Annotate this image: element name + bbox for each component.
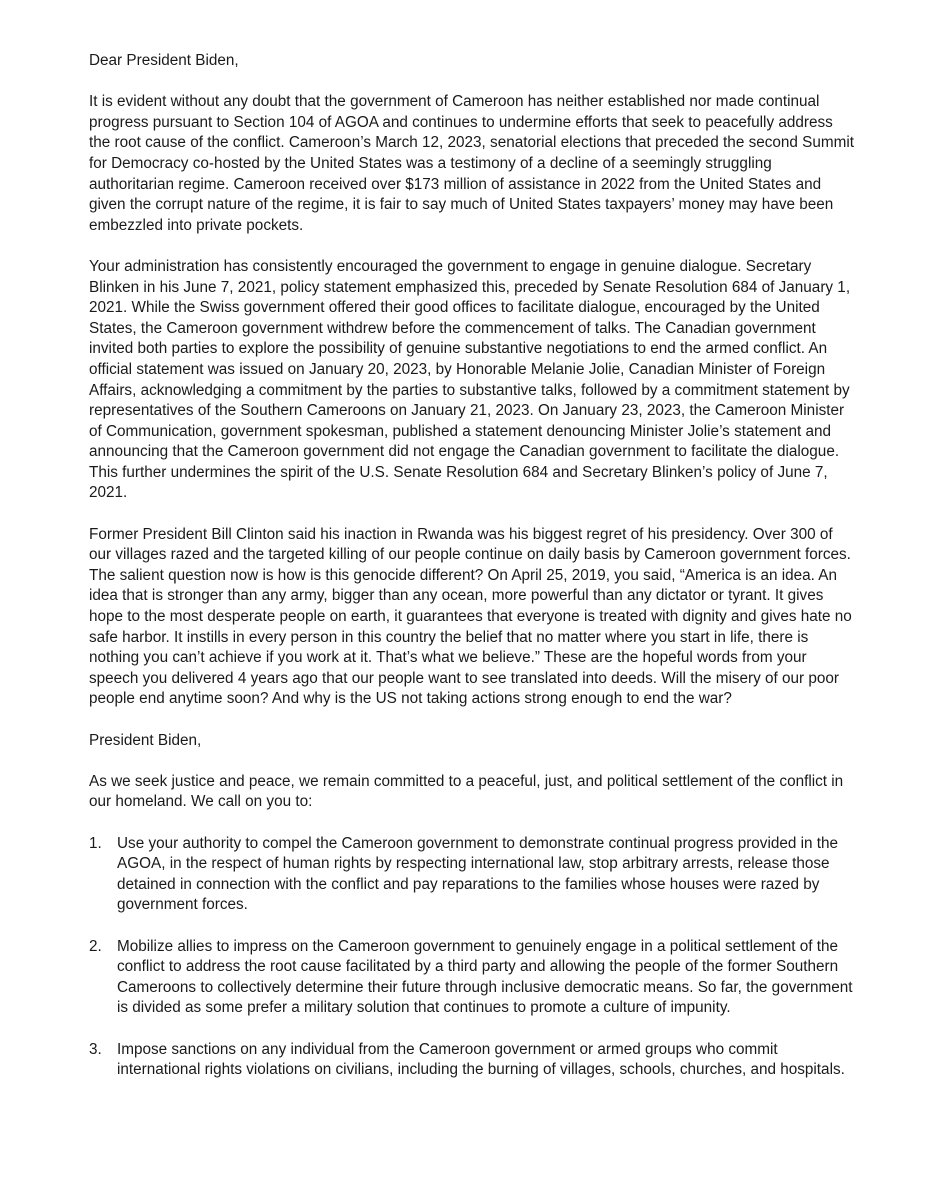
paragraph-agoa-progress: It is evident without any doubt that the government of Cameroon has neither established nor made continual progress pursuant to Section 104 of AGOA and continues to undermine efforts that seek to peacefully address the root cause of the conflict. Cameroon’s March 12, 2023, senatorial elections that preceded the second Summit for Democracy co-hosted by the United States was a testimony of a decline of a seemingly struggling authoritarian regime. Cameroon received over $173 million of assistance in 2022 from the United States and given the corrupt nature of the regime, it is fair to say much of United States taxpayers’ money may have been embezzled into private pockets. xyxy=(89,93,854,234)
demand-number: 2. xyxy=(89,937,102,955)
demands-list xyxy=(89,834,854,1081)
demand-number: 1. xyxy=(89,834,102,852)
demand-text: Use your authority to compel the Cameroon government to demonstrate continual progress provided in the AGOA, in the respect of human rights by respecting international law, stop arbitrary arrests, release those detained in connection with the conflict and pay reparations to the families whose houses were razed by government forces. xyxy=(117,834,839,914)
demand-item xyxy=(89,834,854,916)
demand-text: Impose sanctions on any individual from the Cameroon government or armed groups who commit international rights violations on civilians, including the burning of villages, schools, churches, and hospitals. xyxy=(117,1040,845,1079)
second-salutation: President Biden, xyxy=(89,731,202,749)
demand-item xyxy=(89,937,854,1019)
demand-text: Mobilize allies to impress on the Cameroon government to genuinely engage in a political settlement of the conflict to address the root cause facilitated by a third party and allowing the people of the former Southern Cameroons to collectively determine their future through inclusive democratic means. So far, the government is divided as some prefer a military solution that continues to promote a culture of impunity. xyxy=(117,937,853,1017)
paragraph-genocide-question: Former President Bill Clinton said his inaction in Rwanda was his biggest regret of his presidency. Over 300 of our villages razed and the targeted killing of our people continue on daily basis by Cameroon government forces. The salient question now is how is this genocide different? On April 25, 2019, you said, “America is an idea. An idea that is stronger than any army, bigger than any ocean, more powerful than any dictator or tyrant. It gives hope to the most desperate people on earth, it guarantees that everyone is treated with dignity and gives hate no safe harbor. It instills in every person in this country the belief that no matter where you start in life, there is nothing you can’t achieve if you work at it. That’s what we believe.” These are the hopeful words from your speech you delivered 4 years ago that our people want to see translated into deeds. Will the misery of our poor people end anytime soon? And why is the US not taking actions strong enough to end the war? xyxy=(89,525,852,708)
demand-number: 3. xyxy=(89,1040,102,1058)
demand-item xyxy=(89,1040,854,1081)
letter-body xyxy=(89,51,854,1101)
salutation: Dear President Biden, xyxy=(89,52,239,69)
paragraph-dialogue-efforts: Your administration has consistently encouraged the government to engage in genuine dialogue. Secretary Blinken in his June 7, 2021, policy statement emphasized this, preceded by Senate Resolution 684 of January 1, 2021. While the Swiss government offered their good offices to facilitate dialogue, encouraged by the United States, the Cameroon government withdrew before the commencement of talks. The Canadian government invited both parties to explore the possibility of genuine substantive negotiations to end the armed conflict. An official statement was issued on January 20, 2023, by Honorable Melanie Jolie, Canadian Minister of Foreign Affairs, acknowledging a commitment by the parties to substantive talks, followed by a commitment statement by representatives of the Southern Cameroons on January 21, 2023. On January 23, 2023, the Cameroon Minister of Communication, government spokesman, published a statement denouncing Minister Jolie’s statement and announcing that the Cameroon government did not engage the Canadian government to facilitate the dialogue. This further undermines the spirit of the U.S. Senate Resolution 684 and Secretary Blinken’s policy of June 7, 2021. xyxy=(89,257,851,502)
call-to-action-paragraph: As we seek justice and peace, we remain committed to a peaceful, just, and political settlement of the conflict in our homeland. We call on you to: xyxy=(89,772,844,811)
